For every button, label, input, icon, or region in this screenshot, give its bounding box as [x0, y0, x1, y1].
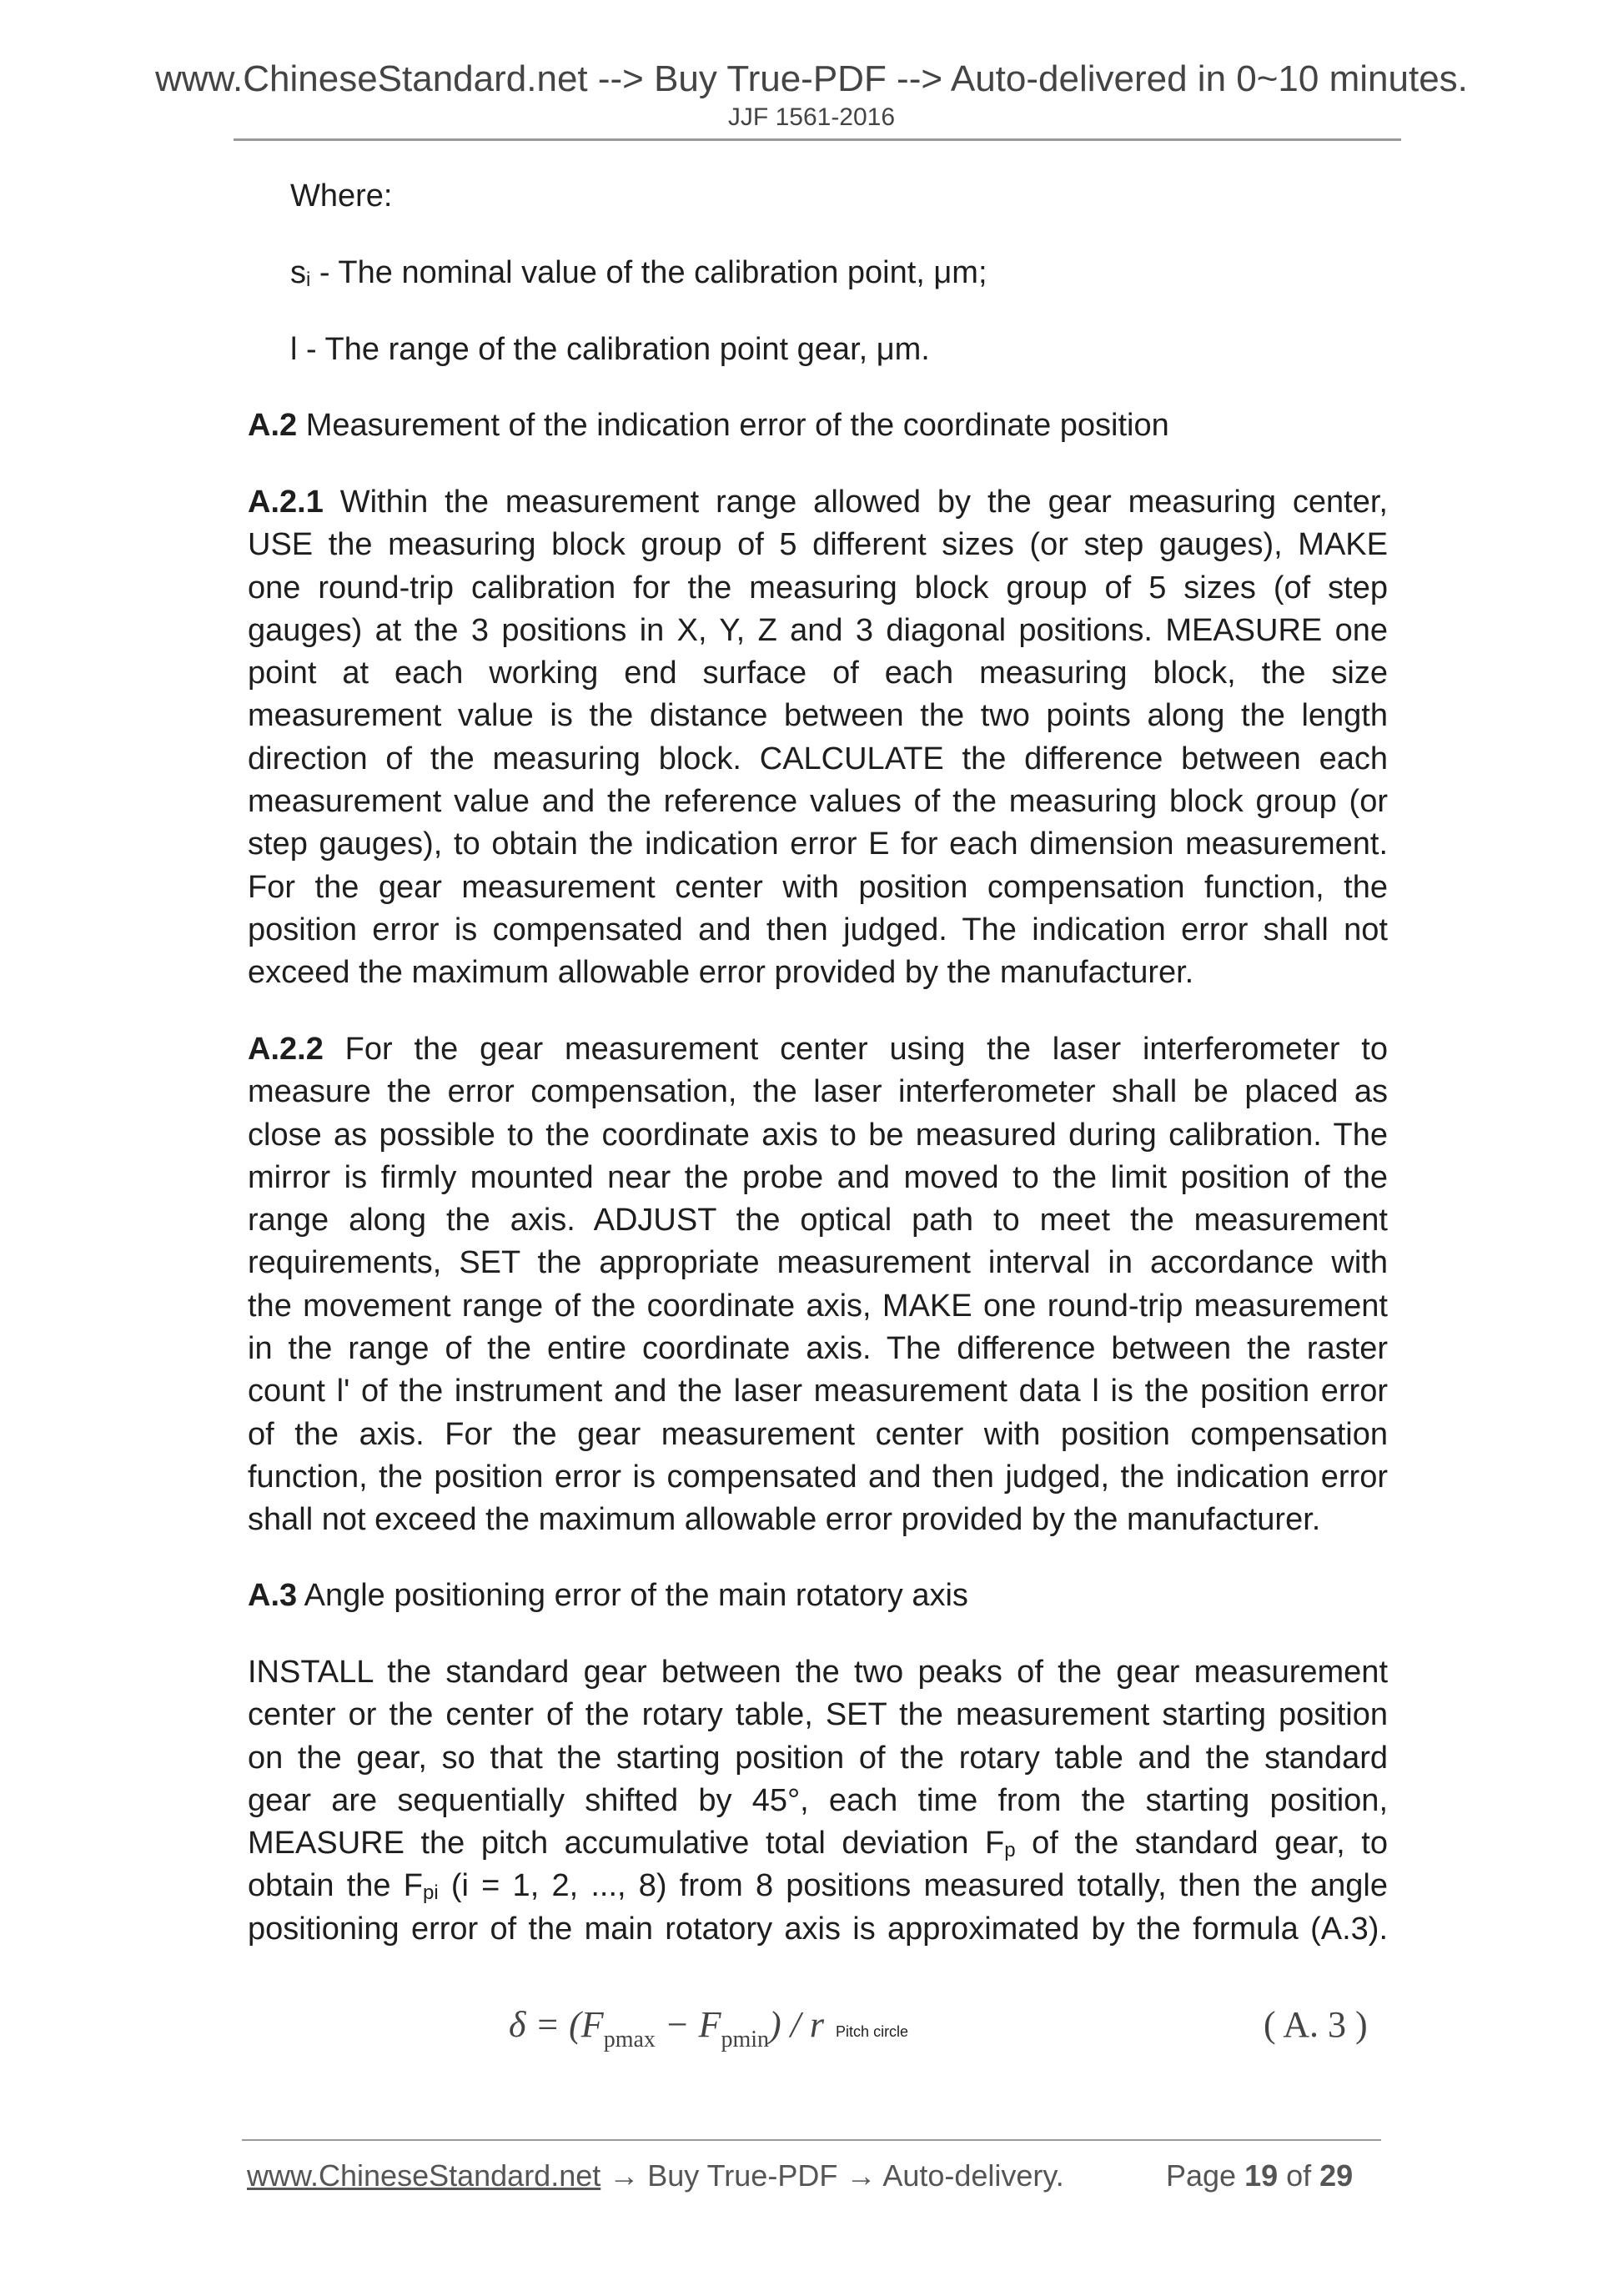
si-definition: - The nominal value of the calibration point, μm; — [310, 255, 987, 290]
text-span: obtain the F — [248, 1868, 423, 1904]
footer-link[interactable]: www.ChineseStandard.net — [247, 2158, 601, 2193]
text-line: in the range of the entire coordinate axis. The difference between the raster — [248, 1331, 1388, 1367]
equation-number: ( A. 3 ) — [1264, 2004, 1368, 2045]
text-line: exceed the maximum allowable error provided by the manufacturer. — [248, 955, 1194, 991]
section-title: Angle positioning error of the main rotatory axis — [297, 1578, 968, 1613]
text-line: function, the position error is compensated and then judged, the indication error — [248, 1459, 1388, 1495]
section-number: A.2 — [248, 408, 298, 443]
text-line: shall not exceed the maximum allowable error provided by the manufacturer. — [248, 1502, 1321, 1538]
text-line: count l' of the instrument and the laser measurement data l is the position error — [248, 1374, 1388, 1409]
formula-a3 — [509, 2003, 908, 2053]
si-subscript: i — [306, 269, 311, 291]
page-total: 29 — [1319, 2158, 1354, 2193]
page-indicator — [1166, 2158, 1353, 2193]
standard-number: JJF 1561-2016 — [727, 103, 896, 131]
text-line: the movement range of the coordinate axis, MAKE one round-trip measurement — [248, 1288, 1388, 1324]
pitch-circle-label: Pitch circle — [836, 2023, 909, 2040]
text-line: range along the axis. ADJUST the optical path to meet the measurement — [248, 1203, 1388, 1238]
formula-subscript: pmax — [603, 2027, 656, 2052]
text-span: MEASURE the pitch accumulative total deviation F — [248, 1826, 1005, 1861]
text-line: gear are sequentially shifted by 45°, each time from the starting position, — [248, 1782, 1388, 1818]
paragraph-a3 — [248, 1651, 1388, 1951]
section-title: Measurement of the indication error of the coordinate position — [297, 408, 1169, 443]
footer-divider — [242, 2139, 1381, 2141]
formula-subscript: pmin — [721, 2027, 770, 2052]
text-line: measurement value is the distance between the two points along the length — [248, 698, 1388, 734]
subscript: p — [1004, 1839, 1016, 1862]
text-line: Within the measurement range allowed by the gear measuring center, — [323, 485, 1388, 520]
text-line: direction of the measuring block. CALCULATE the difference between each — [248, 741, 1388, 776]
where-l: l - The range of the calibration point gear, μm. — [290, 332, 930, 367]
page-of: of — [1278, 2158, 1320, 2193]
section-a3-heading — [248, 1575, 1388, 1617]
text-span: of the standard gear, to — [1015, 1826, 1388, 1861]
where-label: Where: — [290, 178, 393, 214]
text-line: gauges) at the 3 positions in X, Y, Z and 3 diagonal positions. MEASURE one — [248, 612, 1388, 648]
text-line: For the gear measurement center using the laser interferometer to — [323, 1032, 1388, 1067]
text-line: center or the center of the rotary table, SET the measurement starting position — [248, 1697, 1388, 1733]
formula-part: ) / r — [769, 2004, 825, 2045]
section-number: A.3 — [248, 1578, 298, 1613]
text-line: point at each working end surface of each measuring block, the size — [248, 656, 1388, 691]
header-banner: www.ChineseStandard.net --> Buy True-PDF --> Auto-delivered in 0~10 minutes. — [155, 58, 1468, 99]
text-line: of the axis. For the gear measurement center with position compensation — [248, 1416, 1388, 1452]
text-line: positioning error of the main rotatory axis is approximated by the formula (A.3). — [248, 1911, 1388, 1947]
footer-text: → Buy True-PDF → Auto-delivery. — [600, 2158, 1064, 2193]
paragraph-a21 — [248, 481, 1388, 995]
text-line — [248, 1822, 1388, 1865]
text-line: requirements, SET the appropriate measurement interval in accordance with — [248, 1245, 1388, 1281]
text-line: measurement value and the reference values of the measuring block group (or — [248, 784, 1388, 820]
text-line: on the gear, so that the starting position of the rotary table and the standard — [248, 1740, 1388, 1776]
si-symbol: s — [290, 255, 306, 290]
where-si — [290, 252, 1430, 301]
clause-number: A.2.2 — [248, 1032, 324, 1067]
page-label: Page — [1166, 2158, 1245, 2193]
paragraph-a22 — [248, 1028, 1388, 1542]
formula-part: δ = (F — [509, 2004, 604, 2045]
text-line: position error is compensated and then judged. The indication error shall not — [248, 912, 1388, 947]
section-a2-heading — [248, 404, 1388, 447]
clause-number: A.2.1 — [248, 485, 324, 520]
text-line — [248, 1865, 1388, 1907]
text-line: one round-trip calibration for the measuring block group of 5 sizes (of step — [248, 570, 1388, 605]
text-line: measure the error compensation, the laser interferometer shall be placed as — [248, 1074, 1388, 1110]
formula-part: − F — [655, 2004, 721, 2045]
text-span: (i = 1, 2, ..., 8) from 8 positions measured totally, then the angle — [438, 1868, 1389, 1904]
text-line: step gauges), to obtain the indication error E for each dimension measurement. — [248, 826, 1388, 862]
subscript: pi — [422, 1882, 439, 1905]
page-number: 19 — [1244, 2158, 1279, 2193]
text-line: INSTALL the standard gear between the two peaks of the gear measurement — [248, 1655, 1388, 1690]
footer-promo — [247, 2158, 1064, 2193]
text-line: For the gear measurement center with position compensation function, the — [248, 869, 1388, 905]
text-line: mirror is firmly mounted near the probe and moved to the limit position of the — [248, 1159, 1388, 1195]
text-line: close as possible to the coordinate axis to be measured during calibration. The — [248, 1117, 1388, 1153]
header-divider — [234, 138, 1401, 141]
text-line: USE the measuring block group of 5 different sizes (or step gauges), MAKE — [248, 527, 1388, 563]
